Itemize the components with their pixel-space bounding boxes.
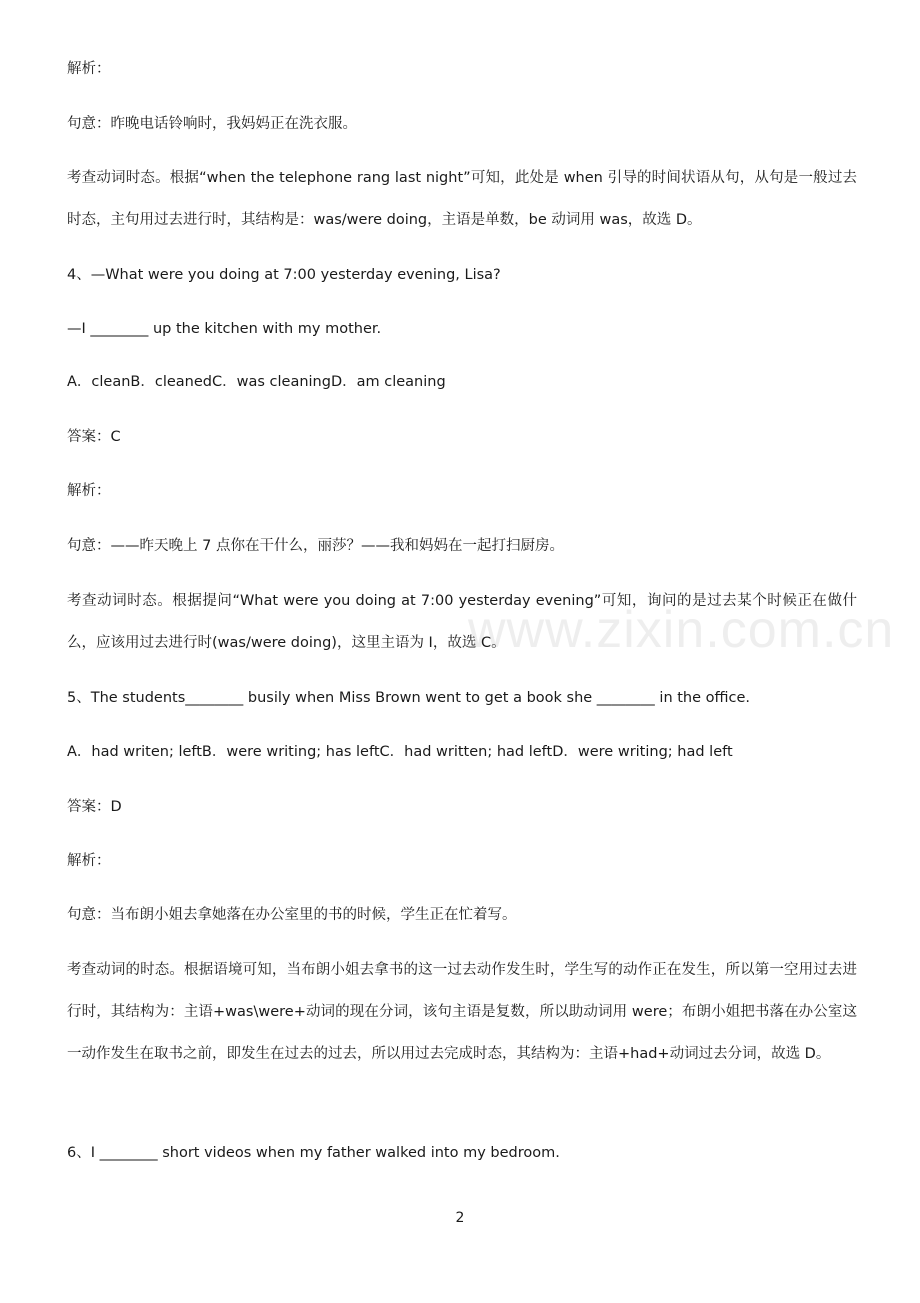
question-5-options: A．had writen; leftB．were writing; has leftC．had written; had leftD．were writing; had left bbox=[67, 744, 733, 760]
watermark: www.zixin.com.cn bbox=[468, 601, 895, 659]
question-4-line-1: 4、—What were you doing at 7:00 yesterday evening, Lisa? bbox=[67, 267, 501, 283]
explanation-paragraph: 考查动词时态。根据提问“What were you doing at 7:00 yesterday evening”可知，询问的是过去某个时候正在做什么，应该用过去进行时(was/were doing)，这里主语为 I，故选 C。 bbox=[67, 593, 857, 651]
question-4-line-2: —I ________ up the kitchen with my mother. bbox=[67, 321, 382, 337]
analysis-label: 解析： bbox=[67, 61, 111, 77]
question-6-stem: 6、I ________ short videos when my father walked into my bedroom. bbox=[67, 1145, 560, 1161]
sentence-meaning: 句意：当布朗小姐去拿她落在办公室里的书的时候，学生正在忙着写。 bbox=[67, 907, 517, 923]
question-5-answer: 答案：D bbox=[67, 799, 122, 815]
explanation-paragraph: 考查动词时态。根据“when the telephone rang last night”可知，此处是 when 引导的时间状语从句，从句是一般过去时态，主句用过去进行时，其结构是：was/were doing，主语是单数，be 动词用 was，故选 D。 bbox=[67, 170, 857, 228]
question-4-options: A．cleanB．cleanedC．was cleaningD．am cleaning bbox=[67, 374, 446, 390]
analysis-label: 解析： bbox=[67, 483, 111, 499]
question-4-answer: 答案：C bbox=[67, 429, 121, 445]
sentence-meaning: 句意：——昨天晚上 7 点你在干什么，丽莎？——我和妈妈在一起打扫厨房。 bbox=[67, 538, 564, 554]
page-number: 2 bbox=[455, 1210, 465, 1226]
analysis-label: 解析： bbox=[67, 853, 111, 869]
question-5-stem: 5、The students________ busily when Miss Brown went to get a book she ________ in the office. bbox=[67, 690, 751, 706]
explanation-paragraph: 考查动词的时态。根据语境可知，当布朗小姐去拿书的这一过去动作发生时，学生写的动作正在发生，所以第一空用过去进行时，其结构为：主语+was\were+动词的现在分词，该句主语是复数，所以助动词用 were；布朗小姐把书落在办公室这一动作发生在取书之前，即发生在过去的过去，所以用过去完成时态，其结构为：主语+had+动词过去分词，故选 D。 bbox=[67, 962, 857, 1062]
sentence-meaning: 句意：昨晚电话铃响时，我妈妈正在洗衣服。 bbox=[67, 116, 357, 132]
